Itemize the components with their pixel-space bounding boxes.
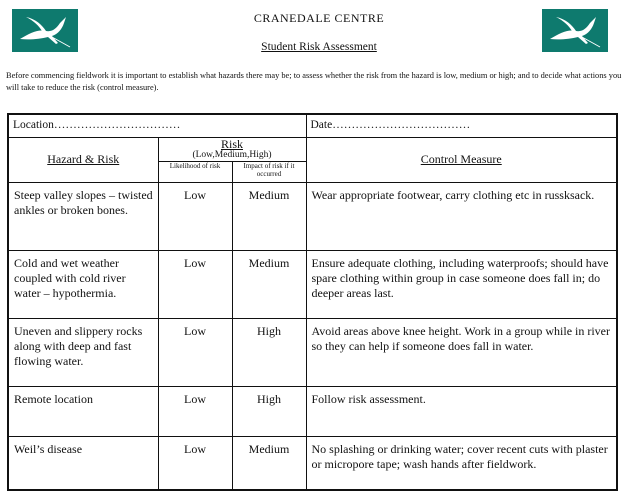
risk-scale-label: (Low,Medium,High): [192, 149, 272, 160]
likelihood-column-header: Likelihood of risk: [158, 161, 232, 182]
table-row: [8, 436, 617, 490]
date-field[interactable]: Date………………………………: [306, 114, 617, 137]
control-cell: Wear appropriate footwear, carry clothing etc in russksack.: [306, 182, 617, 250]
location-date-row: [8, 114, 617, 137]
table-row: [8, 318, 617, 386]
likelihood-cell: Low: [158, 318, 232, 386]
control-cell: No splashing or drinking water; cover recent cuts with plaster or micropore tape; wash hands after fieldwork.: [306, 436, 617, 490]
control-cell: Ensure adequate clothing, including waterproofs; should have spare clothing within group in case someone does fall in; do deeper areas last.: [306, 250, 617, 318]
control-header-label: Control Measure: [420, 151, 502, 166]
impact-cell: Medium: [232, 250, 306, 318]
likelihood-cell: Low: [158, 436, 232, 490]
hazard-cell: Weil’s disease: [8, 436, 158, 490]
hazard-cell: Remote location: [8, 386, 158, 436]
impact-column-header: Impact of risk if it occurred: [232, 161, 306, 182]
control-cell: Avoid areas above knee height. Work in a group while in river so they can help if someone does fall in water.: [306, 318, 617, 386]
likelihood-cell: Low: [158, 250, 232, 318]
impact-cell: High: [232, 318, 306, 386]
likelihood-cell: Low: [158, 182, 232, 250]
control-cell: Follow risk assessment.: [306, 386, 617, 436]
control-column-header: [306, 137, 617, 182]
location-field[interactable]: Location……………………………: [8, 114, 306, 137]
likelihood-cell: Low: [158, 386, 232, 436]
centre-name: CRANEDALE CENTRE: [253, 11, 385, 25]
hazard-column-header: [8, 137, 158, 182]
header-row: [8, 137, 617, 161]
table-row: [8, 250, 617, 318]
hazard-header-label: Hazard & Risk: [47, 151, 120, 166]
risk-header-label: Risk: [220, 136, 243, 151]
impact-cell: Medium: [232, 436, 306, 490]
risk-assessment-table: [7, 113, 618, 491]
impact-cell: Medium: [232, 182, 306, 250]
hazard-cell: Cold and wet weather coupled with cold river water – hypothermia.: [8, 250, 158, 318]
table-row: [8, 386, 617, 436]
hazard-cell: Steep valley slopes – twisted ankles or broken bones.: [8, 182, 158, 250]
intro-paragraph: Before commencing fieldwork it is important to establish what hazards there may be; to assess whether the risk from the hazard is low, medium or high; and to decide what actions you will take to reduce the risk (control measure).: [6, 71, 622, 92]
document-title: Student Risk Assessment: [261, 41, 377, 53]
risk-column-header: [158, 137, 306, 161]
hazard-cell: Uneven and slippery rocks along with deep and fast flowing water.: [8, 318, 158, 386]
table-row: [8, 182, 617, 250]
impact-cell: High: [232, 386, 306, 436]
